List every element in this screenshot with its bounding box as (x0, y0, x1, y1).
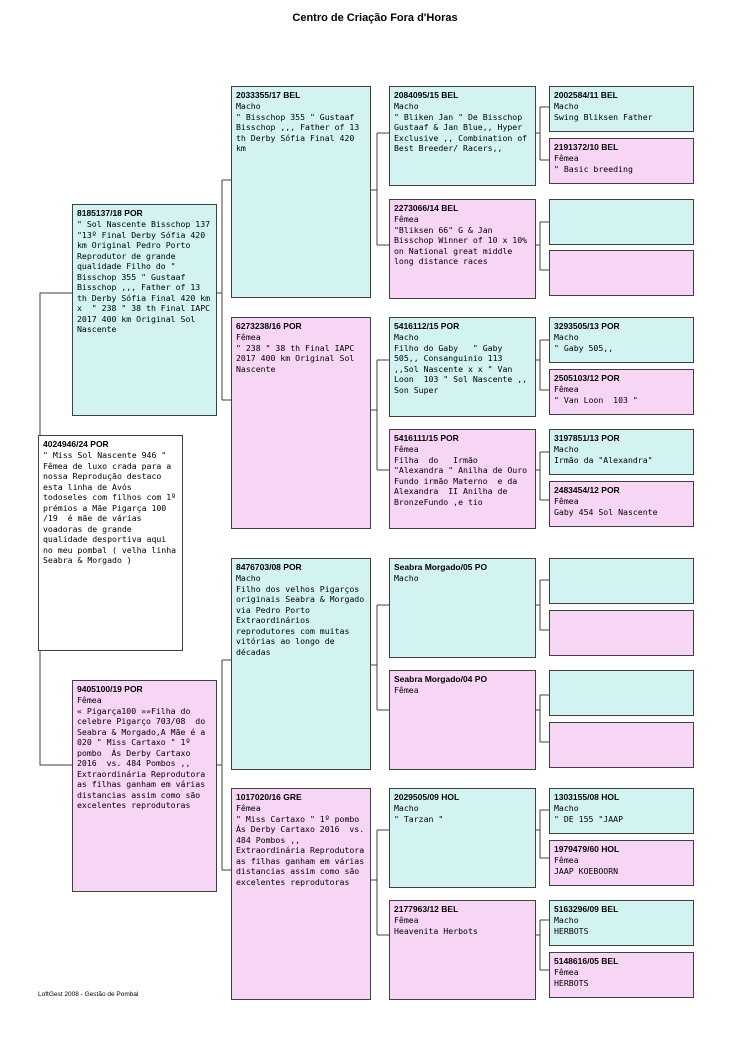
bird-description: " Van Loon 103 " (554, 394, 638, 405)
pedigree-card-dsds (549, 670, 694, 716)
ring-number: 2177963/12 BEL (394, 904, 459, 914)
pedigree-card-sds (389, 317, 536, 417)
ring-number: 3293505/13 POR (554, 321, 620, 331)
pedigree-card-sdsd (549, 369, 694, 415)
pedigree-card-ddss (549, 788, 694, 834)
ring-number: 8476703/08 POR (236, 562, 302, 572)
bird-description: " Tarzan " (394, 813, 444, 824)
pedigree-card-ddds (549, 900, 694, 946)
ring-number: 2002584/11 BEL (554, 90, 618, 100)
pedigree-subject-card (38, 435, 183, 651)
ring-number: 6273238/16 POR (236, 321, 302, 331)
pedigree-card-ddd (389, 900, 536, 1000)
bird-sex: Macho (554, 444, 579, 454)
ring-number: 2029505/09 HOL (394, 792, 460, 802)
bird-sex: Macho (554, 803, 579, 813)
bird-description: " Miss Sol Nascente 946 " Fêmea de luxo crada para a nossa Reprodução destaco esta linha de Avós todoseles com filhos com 1º prémios a Mãe Pigarça 100 /19 é mãe de várias voadoras de grande qualidade desportiva aqui no meu pombal ( velha linha Seabra & Morgado ) (43, 450, 182, 565)
bird-description: Irmão da "Alexandra" (554, 454, 653, 465)
ring-number: 2033355/17 BEL (236, 90, 301, 100)
pedigree-card-sdds (549, 429, 694, 475)
bird-description: " Bisschop 355 " Gustaaf Bisschop ,,, Father of 13 th Derby Sófia Final 420 km (236, 111, 365, 153)
bird-sex: Fêmea (394, 685, 419, 695)
bird-description: Swing Bliksen Father (554, 111, 653, 122)
bird-sex: Fêmea (554, 153, 579, 163)
bird-description: " 238 " 38 th Final IAPC 2017 400 km Original Sol Nascente (236, 342, 360, 374)
bird-sex: Fêmea (236, 332, 261, 342)
pedigree-sire-card (72, 204, 217, 416)
pedigree-card-dds (389, 788, 536, 888)
bird-description: Filho dos velhos Pigarços originais Seabra & Morgado via Pedro Porto Extraordinários reprodutores com muitas vitórias ao longo de décadas (236, 583, 370, 657)
bird-sex: Macho (236, 573, 261, 583)
bird-description: JAAP KOEBOORN (554, 865, 619, 876)
ring-number: 2273066/14 BEL (394, 203, 459, 213)
bird-description: Gaby 454 Sol Nascente (554, 506, 658, 517)
pedigree-card-ssdd (549, 250, 694, 296)
bird-sex: Macho (394, 101, 419, 111)
pedigree-card-dd (231, 788, 371, 1000)
pedigree-card-sss (389, 86, 536, 186)
bird-sex: Macho (554, 332, 579, 342)
bird-description: " Sol Nascente Bisschop 137 "13º Final Derby Sófia 420 km Original Pedro Porto Reprodutor de grande qualidade Filho do " Bisschop 355 " Gustaaf Bisschop ,,, Father of 13 th Derby Sófia Final 420 km x " 238 " 38 th Final IAPC 2017 400 km Original Sol Nascente (77, 219, 216, 334)
bird-sex: Fêmea (77, 695, 102, 705)
ring-number: Seabra Morgado/05 PO (394, 562, 488, 572)
bird-description: "Bliksen 66" G & Jan Bisschop Winner of 10 x 10% on National great middle long distance races (394, 224, 533, 266)
bird-sex: Fêmea (394, 915, 419, 925)
bird-description: HERBOTS (554, 925, 589, 936)
ring-number: 1017020/16 GRE (236, 792, 302, 802)
ring-number: 2505103/12 POR (554, 373, 620, 383)
pedigree-card-dsss (549, 558, 694, 604)
ring-number: 1303155/08 HOL (554, 792, 620, 802)
bird-sex: Macho (554, 915, 579, 925)
ring-number: 2084095/15 BEL (394, 90, 459, 100)
ring-number: 2191372/10 BEL (554, 142, 619, 152)
ring-number: 5416111/15 POR (394, 433, 459, 443)
bird-sex: Macho (554, 101, 579, 111)
bird-description: " DE 155 "JAAP (554, 813, 624, 824)
ring-number: 5416112/15 POR (394, 321, 460, 331)
pedigree-card-ss (231, 86, 371, 298)
bird-description: " Basic breeding (554, 163, 633, 174)
bird-description: HERBOTS (554, 977, 589, 988)
ring-number: 4024946/24 POR (43, 439, 109, 449)
bird-description: " Gaby 505,, (554, 342, 614, 353)
ring-number: 9405100/19 POR (77, 684, 143, 694)
bird-sex: Fêmea (554, 967, 579, 977)
pedigree-card-sdss (549, 317, 694, 363)
bird-sex: Fêmea (554, 496, 579, 506)
bird-description: " Bliken Jan " De Bisschop Gustaaf & Jan Blue,, Hyper Exclusive ,, Combination of Best Breeder/ Racers,, (394, 111, 533, 153)
pedigree-card-sddd (549, 481, 694, 527)
bird-sex: Macho (236, 101, 261, 111)
bird-description: " Miss Cartaxo " 1º pombo Ás Derby Cartaxo 2016 vs. 484 Pombos ,, Extraordinária Reprodutora as filhas ganham em várias distancias assim como são excelentes reprodutoras (236, 813, 370, 887)
pedigree-card-sdd (389, 429, 536, 529)
pedigree-dam-card (72, 680, 217, 892)
bird-description: Filho do Gaby " Gaby 505,, Consanguinio 113 ,,Sol Nascente x x " Van Loon 103 " Sol Nascente ,, Son Super (394, 342, 533, 395)
ring-number: 2483454/12 POR (554, 485, 620, 495)
pedigree-card-dss (389, 558, 536, 658)
bird-sex: Macho (394, 573, 419, 583)
bird-description: Heavenita Herbots (394, 925, 478, 936)
pedigree-card-dddd (549, 952, 694, 998)
bird-description: Filha do Irmão "Alexandra " Anilha de Ouro Fundo irmão Materno e da Alexandra II Anilha de BronzeFundo ,e tio (394, 454, 533, 507)
ring-number: 8185137/18 POR (77, 208, 143, 218)
bird-sex: Fêmea (554, 855, 579, 865)
bird-description: « Pigarça100 »»Filha do celebre Pigarço 703/08 do Seabra & Morgado,A Mãe é a 020 " Miss Cartaxo " 1º pombo Ás Derby Cartaxo 2016 vs. 484 Pombos ,, Extraordinária Reprodutora as filhas ganham em várias distancias assim como são excelentes reprodutoras (77, 705, 211, 810)
bird-sex: Fêmea (554, 384, 579, 394)
pedigree-card-dsd (389, 670, 536, 770)
pedigree-card-dssd (549, 610, 694, 656)
ring-number: 3197851/13 POR (554, 433, 620, 443)
pedigree-card-sssd (549, 138, 694, 184)
pedigree-card-dsdd (549, 722, 694, 768)
pedigree-card-sd (231, 317, 371, 529)
pedigree-card-ddsd (549, 840, 694, 886)
bird-sex: Fêmea (394, 214, 419, 224)
ring-number: 1979479/60 HOL (554, 844, 620, 854)
ring-number: Seabra Morgado/04 PO (394, 674, 488, 684)
bird-sex: Macho (394, 803, 419, 813)
footer-credit: LoftGest 2008 - Gestão de Pombal (38, 991, 139, 998)
ring-number: 5163296/09 BEL (554, 904, 619, 914)
bird-sex: Macho (394, 332, 419, 342)
ring-number: 5148616/05 BEL (554, 956, 619, 966)
bird-sex: Fêmea (394, 444, 419, 454)
bird-sex: Fêmea (236, 803, 261, 813)
page-title: Centro de Criação Fora d'Horas (292, 12, 458, 24)
pedigree-card-ssss (549, 86, 694, 132)
pedigree-card-ssd (389, 199, 536, 299)
pedigree-card-ssds (549, 199, 694, 245)
pedigree-card-ds (231, 558, 371, 770)
